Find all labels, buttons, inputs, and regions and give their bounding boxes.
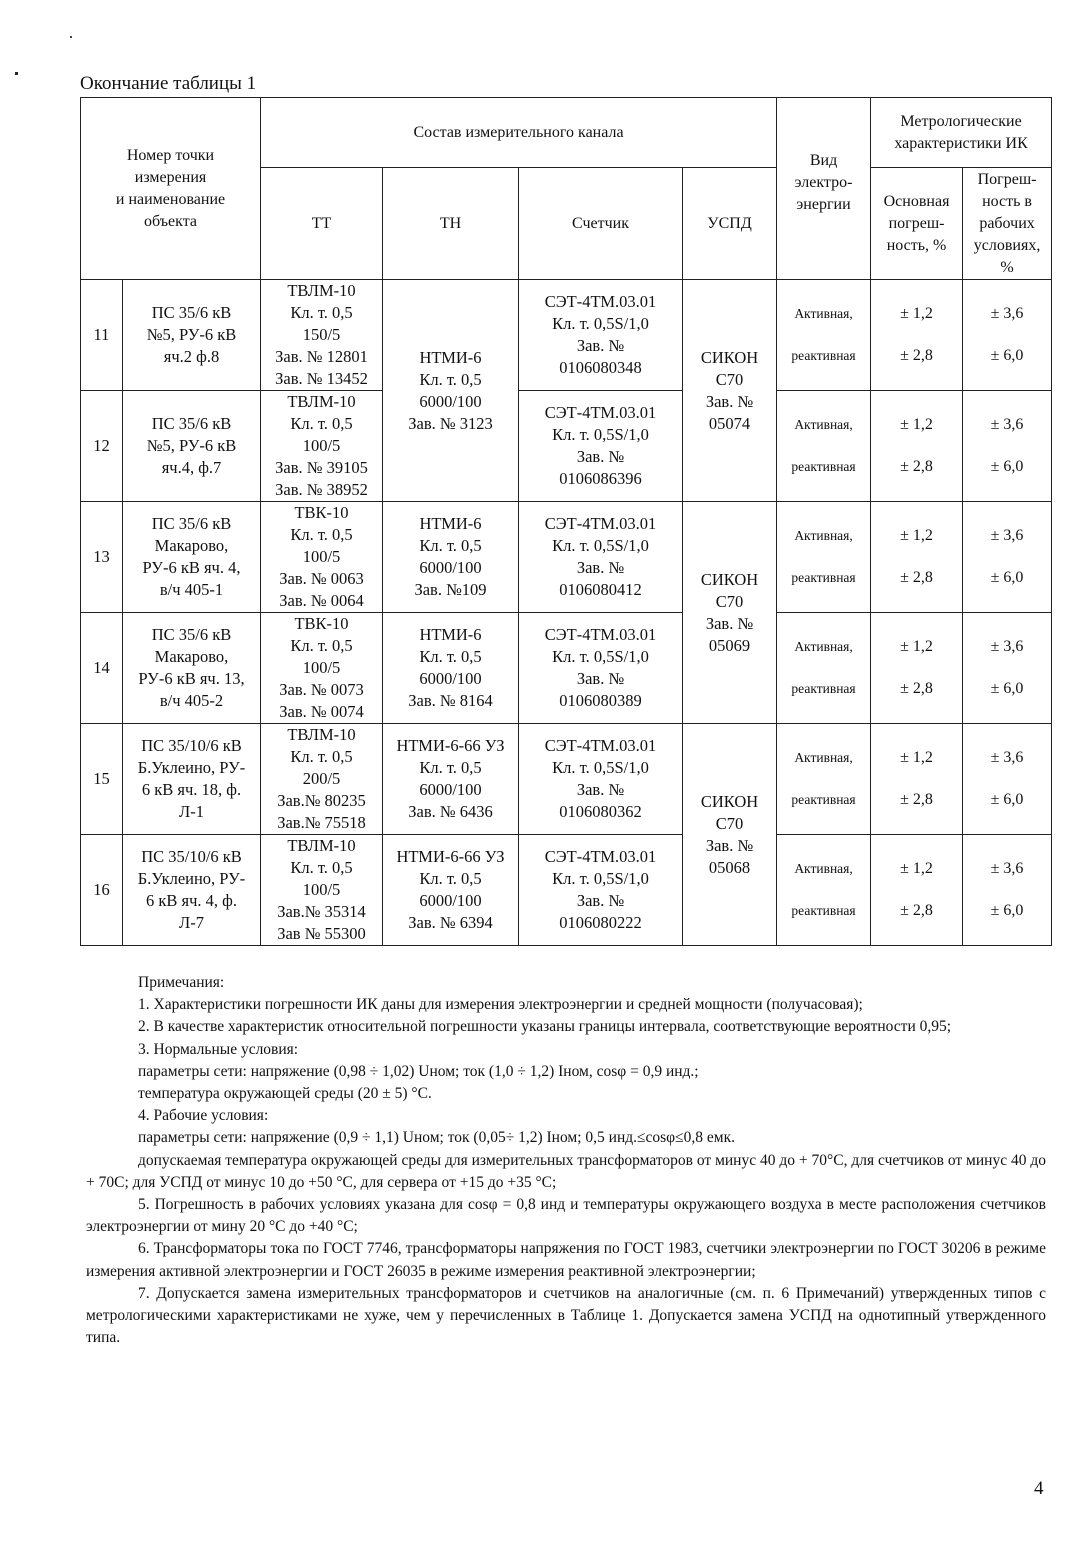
basic-error-cell: ± 1,2 ± 2,8 [871, 391, 963, 502]
table-row [81, 391, 1052, 502]
header-energy-type: Вид электро- энергии [777, 98, 871, 280]
object-name: ПС 35/10/6 кВ Б.Уклеино, РУ- 6 кВ яч. 4, ф. Л-7 [123, 835, 261, 946]
meter-cell: СЭТ-4ТМ.03.01 Кл. т. 0,5S/1,0 Зав. № 0106080222 [519, 835, 683, 946]
basic-error-cell: ± 1,2 ± 2,8 [871, 613, 963, 724]
work-error-cell: ± 3,6 ± 6,0 [963, 391, 1052, 502]
measurement-channels-table [80, 97, 1052, 946]
note-5: 5. Погрешность в рабочих условиях указана для cosφ = 0,8 инд и температуры окружающего воздуха в месте расположения счетчиков электроэнергии от мину 20 °С до +40 °С; [86, 1196, 1046, 1236]
object-name: ПС 35/6 кВ Макарово, РУ-6 кВ яч. 4, в/ч 405-1 [123, 502, 261, 613]
tt-cell: ТВК-10 Кл. т. 0,5 100/5 Зав. № 0073 Зав. № 0074 [261, 613, 383, 724]
note-6: 6. Трансформаторы тока по ГОСТ 7746, трансформаторы напряжения по ГОСТ 1983, счетчики электроэнергии по ГОСТ 30206 в режиме измерения активной электроэнергии и ГОСТ 26035 в режиме измерения реактивной электроэнергии; [86, 1240, 1046, 1280]
tn-cell: НТМИ-6 Кл. т. 0,5 6000/100 Зав. № 8164 [383, 613, 519, 724]
tt-cell: ТВЛМ-10 Кл. т. 0,5 200/5 Зав.№ 80235 Зав.№ 75518 [261, 724, 383, 835]
point-number: 14 [81, 613, 123, 724]
energy-type-cell: Активная, реактивная [777, 835, 871, 946]
point-number: 13 [81, 502, 123, 613]
note-3a: параметры сети: напряжение (0,98 ÷ 1,02) Uном; ток (1,0 ÷ 1,2) Iном, cosφ = 0,9 инд.; [138, 1062, 699, 1080]
point-number: 16 [81, 835, 123, 946]
notes-title: Примечания: [138, 974, 225, 991]
object-name: ПС 35/10/6 кВ Б.Уклеино, РУ- 6 кВ яч. 18, ф. Л-1 [123, 724, 261, 835]
tn-cell: НТМИ-6 Кл. т. 0,5 6000/100 Зав. № 3123 [383, 280, 519, 502]
note-4a: параметры сети: напряжение (0,9 ÷ 1,1) Uном; ток (0,05÷ 1,2) Iном; 0,5 инд.≤cosφ≤0,8 емк. [138, 1129, 735, 1147]
uspd-cell: СИКОН С70 Зав. № 05069 [683, 502, 777, 724]
note-7: 7. Допускается замена измерительных трансформаторов и счетчиков на аналогичные (см. п. 6 Примечаний) утвержденных типов с метрологическими характеристиками не хуже, чем у перечисленных в Таблице 1. Допускается замена УСПД на однотипный утвержденного типа. [86, 1284, 1046, 1347]
work-error-cell: ± 3,6 ± 6,0 [963, 724, 1052, 835]
uspd-cell: СИКОН С70 Зав. № 05068 [683, 724, 777, 946]
page-number: 4 [1034, 1478, 1044, 1499]
energy-type-cell: Активная, реактивная [777, 724, 871, 835]
note-2: 2. В качестве характеристик относительной погрешности указаны границы интервала, соответствующие вероятности 0,95; [138, 1018, 952, 1036]
table-caption: Окончание таблицы 1 [80, 73, 257, 94]
basic-error-cell: ± 1,2 ± 2,8 [871, 280, 963, 391]
header-composition: Состав измерительного канала [261, 98, 777, 168]
work-error-cell: ± 3,6 ± 6,0 [963, 502, 1052, 613]
work-error-cell: ± 3,6 ± 6,0 [963, 613, 1052, 724]
uspd-cell: СИКОН С70 Зав. № 05074 [683, 280, 777, 502]
meter-cell: СЭТ-4ТМ.03.01 Кл. т. 0,5S/1,0 Зав. № 0106086396 [519, 391, 683, 502]
table-row [81, 280, 1052, 391]
note-4b: допускаемая температура окружающей среды для измерительных трансформаторов от минус 40 до + 70°С, для счетчиков от минус 40 до + 70С; для УСПД от минус 10 до +50 °С, для сервера от +15 до +35 °С; [86, 1151, 1046, 1191]
table-row [81, 835, 1052, 946]
table-row [81, 724, 1052, 835]
scan-speck [15, 72, 18, 75]
meter-cell: СЭТ-4ТМ.03.01 Кл. т. 0,5S/1,0 Зав. № 0106080362 [519, 724, 683, 835]
note-1: 1. Характеристики погрешности ИК даны для измерения электроэнергии и средней мощности (получасовая); [138, 996, 863, 1014]
tn-cell: НТМИ-6-66 УЗ Кл. т. 0,5 6000/100 Зав. № 6394 [383, 835, 519, 946]
meter-cell: СЭТ-4ТМ.03.01 Кл. т. 0,5S/1,0 Зав. № 0106080389 [519, 613, 683, 724]
tn-cell: НТМИ-6-66 УЗ Кл. т. 0,5 6000/100 Зав. № 6436 [383, 724, 519, 835]
work-error-cell: ± 3,6 ± 6,0 [963, 835, 1052, 946]
header-meter: Счетчик [519, 168, 683, 280]
meter-cell: СЭТ-4ТМ.03.01 Кл. т. 0,5S/1,0 Зав. № 0106080348 [519, 280, 683, 391]
table-row [81, 613, 1052, 724]
point-number: 12 [81, 391, 123, 502]
tt-cell: ТВЛМ-10 Кл. т. 0,5 100/5 Зав.№ 35314 Зав № 55300 [261, 835, 383, 946]
object-name: ПС 35/6 кВ №5, РУ-6 кВ яч.4, ф.7 [123, 391, 261, 502]
header-point: Номер точки измерения и наименование объекта [81, 98, 261, 280]
basic-error-cell: ± 1,2 ± 2,8 [871, 724, 963, 835]
basic-error-cell: ± 1,2 ± 2,8 [871, 502, 963, 613]
header-tn: ТН [383, 168, 519, 280]
note-3b: температура окружающей среды (20 ± 5) °С. [138, 1085, 432, 1103]
table-row [81, 502, 1052, 613]
energy-type-cell: Активная, реактивная [777, 613, 871, 724]
header-uspd: УСПД [683, 168, 777, 280]
header-metrology: Метрологические характеристики ИК [871, 98, 1052, 168]
notes-section [86, 972, 1046, 1349]
meter-cell: СЭТ-4ТМ.03.01 Кл. т. 0,5S/1,0 Зав. № 0106080412 [519, 502, 683, 613]
energy-type-cell: Активная, реактивная [777, 391, 871, 502]
tt-cell: ТВЛМ-10 Кл. т. 0,5 150/5 Зав. № 12801 Зав. № 13452 [261, 280, 383, 391]
scan-speck [70, 36, 72, 38]
header-tt: ТТ [261, 168, 383, 280]
object-name: ПС 35/6 кВ №5, РУ-6 кВ яч.2 ф.8 [123, 280, 261, 391]
tn-cell: НТМИ-6 Кл. т. 0,5 6000/100 Зав. №109 [383, 502, 519, 613]
point-number: 11 [81, 280, 123, 391]
note-4: 4. Рабочие условия: [138, 1107, 269, 1125]
energy-type-cell: Активная, реактивная [777, 502, 871, 613]
note-3: 3. Нормальные условия: [138, 1040, 299, 1058]
basic-error-cell: ± 1,2 ± 2,8 [871, 835, 963, 946]
object-name: ПС 35/6 кВ Макарово, РУ-6 кВ яч. 13, в/ч 405-2 [123, 613, 261, 724]
work-error-cell: ± 3,6 ± 6,0 [963, 280, 1052, 391]
header-work-error: Погреш- ность в рабочих условиях, % [963, 168, 1052, 280]
tt-cell: ТВК-10 Кл. т. 0,5 100/5 Зав. № 0063 Зав. № 0064 [261, 502, 383, 613]
tt-cell: ТВЛМ-10 Кл. т. 0,5 100/5 Зав. № 39105 Зав. № 38952 [261, 391, 383, 502]
header-basic-error: Основная погреш- ность, % [871, 168, 963, 280]
point-number: 15 [81, 724, 123, 835]
energy-type-cell: Активная, реактивная [777, 280, 871, 391]
